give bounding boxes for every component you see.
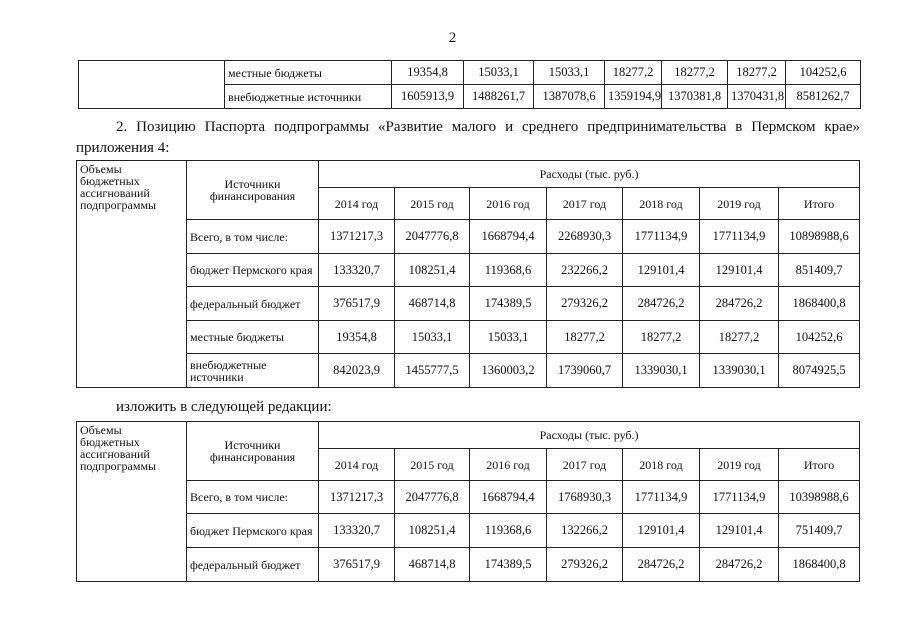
cell-value: 15033,1 — [395, 321, 470, 354]
cell-value: 119368,6 — [470, 254, 547, 287]
empty-corner-cell — [79, 61, 225, 109]
table-row — [77, 514, 860, 548]
table-row — [77, 287, 860, 321]
cell-value: 1868400,8 — [779, 548, 860, 582]
cell-value: 18277,2 — [700, 321, 779, 354]
year-header: 2015 год — [395, 188, 470, 220]
table-current-version — [76, 160, 860, 388]
cell-value: 8581262,7 — [786, 85, 861, 109]
row-label: внебюджетные источники — [225, 85, 392, 109]
total-header: Итого — [779, 449, 860, 481]
table-row — [77, 354, 860, 388]
cell-value: 104252,6 — [786, 61, 861, 85]
cell-value: 174389,5 — [470, 548, 547, 582]
cell-value: 1387078,6 — [534, 85, 605, 109]
cell-value: 232266,2 — [547, 254, 623, 287]
cell-value: 376517,9 — [319, 548, 395, 582]
cell-value: 1370431,8 — [728, 85, 786, 109]
cell-value: 2047776,8 — [395, 481, 470, 514]
cell-value: 1359194,9 — [605, 85, 662, 109]
row-label: федеральный бюджет — [187, 287, 319, 321]
cell-value: 15033,1 — [470, 321, 547, 354]
year-header: 2018 год — [623, 188, 700, 220]
cell-value: 284726,2 — [623, 287, 700, 321]
sources-header: Источники финансирования — [187, 161, 319, 220]
cell-value: 1771134,9 — [623, 481, 700, 514]
cell-value: 279326,2 — [547, 548, 623, 582]
cell-value: 1768930,3 — [547, 481, 623, 514]
cell-value: 15033,1 — [464, 61, 534, 85]
cell-value: 468714,8 — [395, 548, 470, 582]
cell-value: 1668794,4 — [470, 220, 547, 254]
cell-value: 1739060,7 — [547, 354, 623, 388]
year-header: 2015 год — [395, 449, 470, 481]
cell-value: 468714,8 — [395, 287, 470, 321]
cell-value: 1668794,4 — [470, 481, 547, 514]
cell-value: 18277,2 — [662, 61, 728, 85]
cell-value: 1868400,8 — [779, 287, 860, 321]
table-header-row — [77, 422, 860, 449]
cell-value: 2268930,3 — [547, 220, 623, 254]
table-row — [77, 481, 860, 514]
year-header: 2018 год — [623, 449, 700, 481]
cell-value: 19354,8 — [319, 321, 395, 354]
year-header: 2016 год — [470, 449, 547, 481]
cell-value: 751409,7 — [779, 514, 860, 548]
total-header: Итого — [779, 188, 860, 220]
cell-value: 1771134,9 — [700, 220, 779, 254]
cell-value: 10898988,6 — [779, 220, 860, 254]
table-row — [77, 548, 860, 582]
corner-label: Объемы бюджетных ассигнований подпрограммы — [77, 161, 187, 388]
row-label: местные бюджеты — [187, 321, 319, 354]
cell-value: 1605913,9 — [392, 85, 464, 109]
cell-value: 129101,4 — [700, 254, 779, 287]
cell-value: 108251,4 — [395, 254, 470, 287]
row-label: Всего, в том числе: — [187, 481, 319, 514]
cell-value: 8074925,5 — [779, 354, 860, 388]
cell-value: 129101,4 — [623, 514, 700, 548]
cell-value: 174389,5 — [470, 287, 547, 321]
cell-value: 18277,2 — [547, 321, 623, 354]
table-row — [77, 220, 860, 254]
corner-label: Объемы бюджетных ассигнований подпрограммы — [77, 422, 187, 582]
cell-value: 119368,6 — [470, 514, 547, 548]
expenses-header: Расходы (тыс. руб.) — [319, 161, 860, 188]
cell-value: 10398988,6 — [779, 481, 860, 514]
cell-value: 284726,2 — [700, 548, 779, 582]
paragraph-position: 2. Позицию Паспорта подпрограммы «Развитие малого и среднего предпринимательства в Пермском крае» приложения 4: — [76, 119, 860, 156]
cell-value: 1771134,9 — [700, 481, 779, 514]
cell-value: 279326,2 — [547, 287, 623, 321]
cell-value: 842023,9 — [319, 354, 395, 388]
cell-value: 133320,7 — [319, 254, 395, 287]
cell-value: 104252,6 — [779, 321, 860, 354]
sources-header: Источники финансирования — [187, 422, 319, 481]
cell-value: 284726,2 — [700, 287, 779, 321]
cell-value: 18277,2 — [728, 61, 786, 85]
cell-value: 129101,4 — [700, 514, 779, 548]
cell-value: 1371217,3 — [319, 220, 395, 254]
cell-value: 18277,2 — [623, 321, 700, 354]
table-row — [77, 321, 860, 354]
cell-value: 1771134,9 — [623, 220, 700, 254]
table-new-version — [76, 421, 860, 582]
row-label: федеральный бюджет — [187, 548, 319, 582]
year-header: 2017 год — [547, 449, 623, 481]
row-label: Всего, в том числе: — [187, 220, 319, 254]
cell-value: 18277,2 — [605, 61, 662, 85]
table-row — [79, 61, 861, 85]
table-row — [77, 254, 860, 287]
expenses-header: Расходы (тыс. руб.) — [319, 422, 860, 449]
cell-value: 2047776,8 — [395, 220, 470, 254]
paragraph-new-edition: изложить в следующей редакции: — [116, 399, 332, 415]
cell-value: 1339030,1 — [623, 354, 700, 388]
cell-value: 851409,7 — [779, 254, 860, 287]
cell-value: 129101,4 — [623, 254, 700, 287]
year-header: 2016 год — [470, 188, 547, 220]
cell-value: 133320,7 — [319, 514, 395, 548]
cell-value: 1360003,2 — [470, 354, 547, 388]
cell-value: 284726,2 — [623, 548, 700, 582]
year-header: 2017 год — [547, 188, 623, 220]
cell-value: 108251,4 — [395, 514, 470, 548]
cell-value: 1339030,1 — [700, 354, 779, 388]
cell-value: 1371217,3 — [319, 481, 395, 514]
row-label: местные бюджеты — [225, 61, 392, 85]
row-label: бюджет Пермского края — [187, 514, 319, 548]
row-label: бюджет Пермского края — [187, 254, 319, 287]
cell-value: 19354,8 — [392, 61, 464, 85]
year-header: 2019 год — [700, 449, 779, 481]
row-label: внебюджетные источники — [187, 354, 319, 388]
cell-value: 1370381,8 — [662, 85, 728, 109]
table-header-row — [77, 161, 860, 188]
continuation-table — [78, 60, 861, 109]
cell-value: 376517,9 — [319, 287, 395, 321]
year-header: 2014 год — [319, 188, 395, 220]
cell-value: 132266,2 — [547, 514, 623, 548]
year-header: 2019 год — [700, 188, 779, 220]
cell-value: 1488261,7 — [464, 85, 534, 109]
year-header: 2014 год — [319, 449, 395, 481]
cell-value: 15033,1 — [534, 61, 605, 85]
cell-value: 1455777,5 — [395, 354, 470, 388]
page-number: 2 — [448, 30, 457, 46]
